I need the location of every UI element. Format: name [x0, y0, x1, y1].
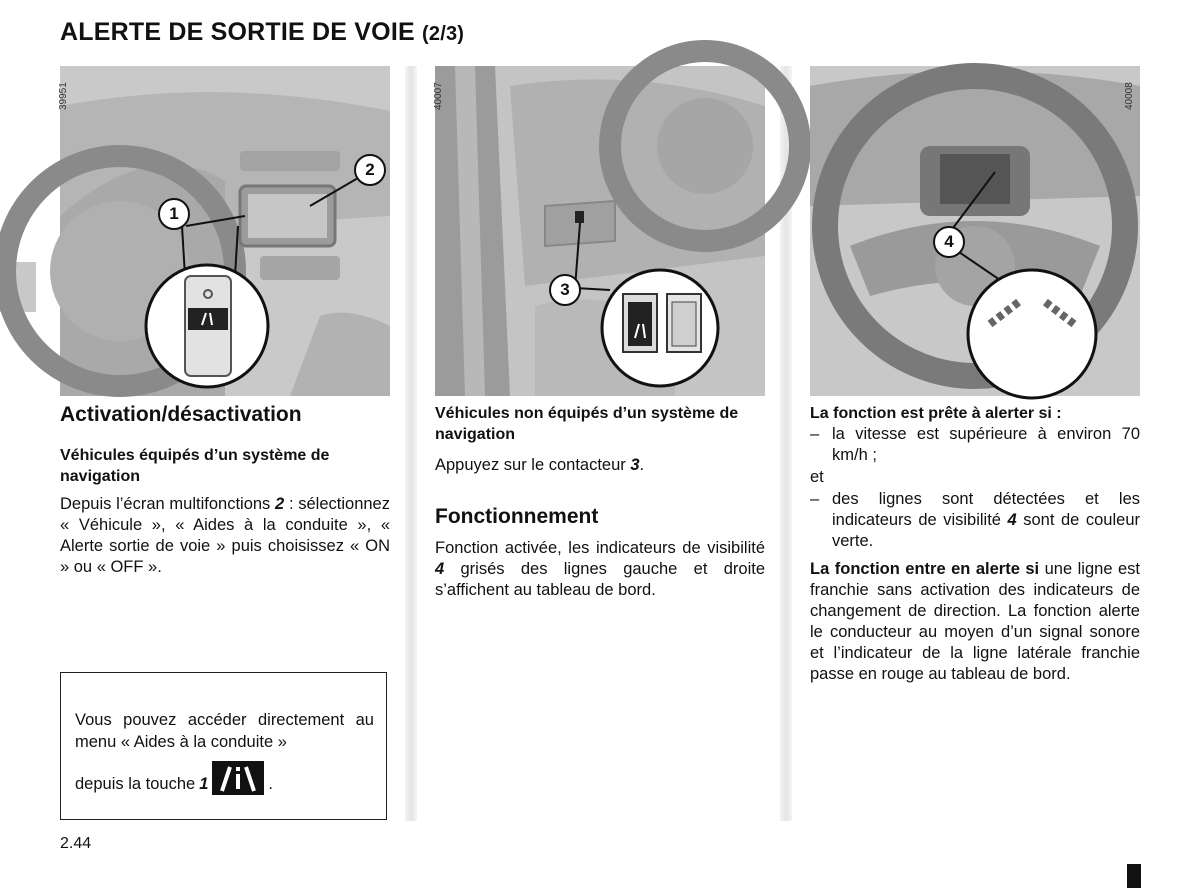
callout-3: 3: [549, 274, 581, 306]
ref-1: 1: [199, 775, 209, 793]
callout-2: 2: [354, 154, 386, 186]
ref-3: 3: [630, 456, 640, 474]
page-corner-mark: [1127, 864, 1141, 888]
ref-4: 4: [435, 560, 445, 578]
page-title-main: ALERTE DE SORTIE DE VOIE: [60, 18, 415, 46]
photo-id: 40008: [1124, 82, 1135, 110]
page-number: 2.44: [60, 835, 92, 852]
paragraph-activation-navigation: Depuis l’écran multifonctions 2 : sélectionnez « Véhicule », « Aides à la conduite », « Alerte sortie de voie » puis choisissez « ON » ou « OFF ».: [60, 495, 390, 576]
paragraph-operation: Fonction activée, les indicateurs de visibilité 4 grisés des lignes gauche et droite s’affichent au tableau de bord.: [435, 539, 765, 599]
column-separator: [405, 66, 417, 821]
photo-id: 39951: [58, 82, 69, 110]
note-box: [60, 672, 387, 820]
ref-2: 2: [275, 495, 285, 513]
subheading-no-navigation: Véhicules non équipés d’un système de navigation: [435, 405, 739, 443]
conditions-list: [810, 424, 1140, 552]
page-title: [60, 18, 464, 47]
dashboard-illustration-middle: [435, 66, 765, 396]
callout-1: 1: [158, 198, 190, 230]
alert-bold-lead: La fonction entre en alerte si: [810, 560, 1040, 578]
dashboard-illustration-right: [810, 66, 1140, 396]
page-title-suffix: (2/3): [422, 23, 465, 45]
list-item: – des lignes sont détectées et les indicateurs de visibilité 4 sont de couleur verte.: [810, 490, 1140, 550]
ready-conditions-lead: La fonction est prête à alerter si :: [810, 405, 1062, 422]
paragraph-press-switch: Appuyez sur le contacteur 3.: [435, 456, 645, 474]
callout-4: 4: [933, 226, 965, 258]
list-item: – la vitesse est supérieure à environ 70 km/h ;: [810, 425, 1140, 464]
list-connector: et: [810, 468, 824, 486]
dashboard-illustration-left: [60, 66, 390, 396]
subheading-navigation-equipped: Véhicules équipés d’un système de navigation: [60, 447, 330, 485]
section-heading-activation: Activation/désactivation: [60, 403, 302, 426]
lane-departure-key-icon: [212, 761, 264, 795]
section-heading-operation: Fonctionnement: [435, 505, 599, 528]
paragraph-alert: La fonction entre en alerte si une ligne est franchie sans activation des indicateurs de changement de direction. La fonction alerte le conducteur au moyen d’un signal sonore et l’indicateur de la ligne latérale franchie passe en rouge au tableau de bord.: [810, 560, 1140, 683]
note-text: Vous pouvez accéder directement au menu « Aides à la conduite » depuis la touche 1 .: [75, 711, 374, 793]
photo-id: 40007: [433, 82, 444, 110]
ref-4: 4: [1007, 511, 1017, 529]
